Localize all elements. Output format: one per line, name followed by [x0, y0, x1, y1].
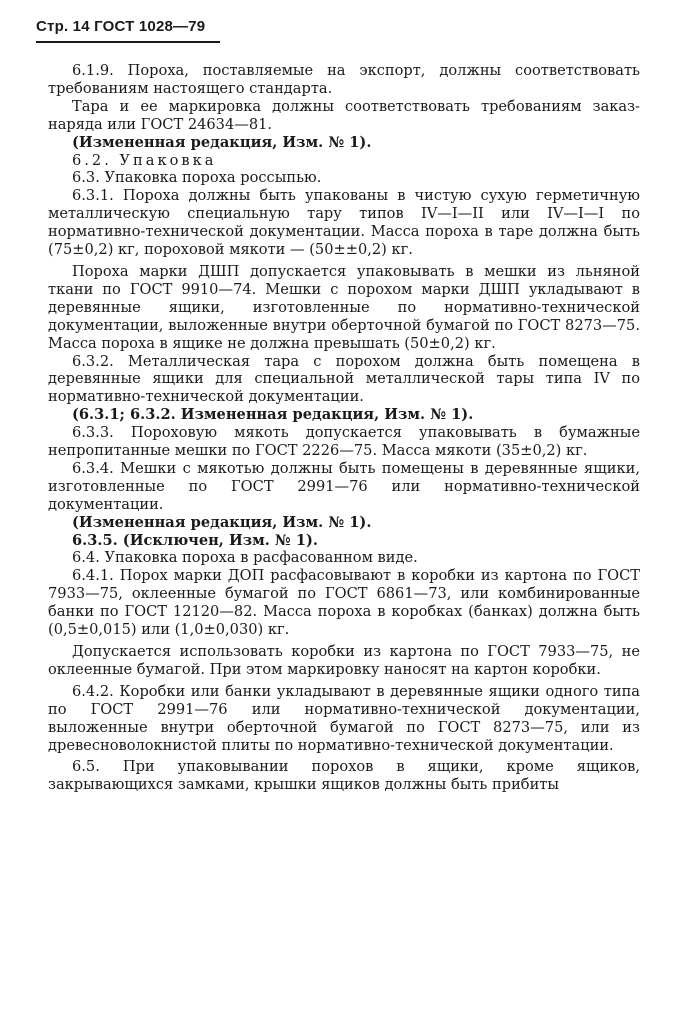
- paragraph-cardboard: Допускается использовать коробки из картона по ГОСТ 7933—75, не оклеенные бумагой. При этом маркировку наносят на картон коробки.: [48, 643, 640, 678]
- paragraph-6-4: 6.4. Упаковка пороха в расфасованном виде.: [72, 549, 418, 567]
- page-header: Стр. 14 ГОСТ 1028—79: [36, 18, 206, 35]
- paragraph-6-4-2: 6.4.2. Коробки или банки укладывают в деревянные ящики одного типа по ГОСТ 2991—76 или нормативно-технической документации, выложенные внутри оберточной бумагой по ГОСТ 8273—75, или из древесноволокнистой плиты по нормативно-технической документации.: [48, 682, 640, 754]
- paragraph-6-1-9: 6.1.9. Пороха, поставляемые на экспорт, должны соответствовать требованиям настоящего стандарта.: [48, 62, 640, 97]
- paragraph-packaging-marking: Тара и ее маркировка должны соответствовать требованиям заказ-наряда или ГОСТ 24634—81.: [48, 97, 640, 133]
- amendment-note: (Измененная редакция, Изм. № 1).: [72, 133, 372, 151]
- paragraph-dshp: Пороха марки ДШП допускается упаковывать в мешки из льняной ткани по ГОСТ 9910—74. Мешки с порохом марки ДШП укладывают в деревянные ящики, изготовленные по нормативно-технической документации, выложенные внутри оберточной бумагой по ГОСТ 8273—75. Масса пороха в ящике не должна превышать (50±0,2) кг.: [48, 262, 640, 352]
- section-heading-6-2: 6.2. Упаковка: [72, 151, 217, 169]
- paragraph-6-4-1: 6.4.1. Порох марки ДОП расфасовывают в коробки из картона по ГОСТ 7933—75, оклеенные бумагой по ГОСТ 6861—73, или комбинированные банки по ГОСТ 12120—82. Масса пороха в коробках (банках) должна быть (0,5±0,015) или (1,0±0,030) кг.: [48, 567, 640, 639]
- paragraph-6-3-1: 6.3.1. Пороха должны быть упакованы в чистую сухую герметичную металлическую специальную тару типов IV—I—II или IV—I—I по нормативно-технической документации. Масса пороха в таре должна быть (75±0,2) кг, пороховой мякоти — (50±±0,2) кг.: [48, 187, 640, 259]
- amendment-note: (6.3.1; 6.3.2. Измененная редакция, Изм. № 1).: [72, 406, 474, 424]
- paragraph-6-3-3: 6.3.3. Пороховую мякоть допускается упаковывать в бумажные непропитанные мешки по ГОСТ 2226—75. Масса мякоти (35±0,2) кг.: [48, 424, 640, 460]
- paragraph-6-3-2: 6.3.2. Металлическая тара с порохом должна быть помещена в деревянные ящики для специальной металлической тары типа IV по нормативно-технической документации.: [48, 352, 640, 406]
- header-rule: [36, 41, 220, 43]
- paragraph-6-3-5: 6.3.5. (Исключен, Изм. № 1).: [72, 531, 318, 549]
- paragraph-6-3-4: 6.3.4. Мешки с мякотью должны быть помещены в деревянные ящики, изготовленные по ГОСТ 2991—76 или нормативно-технической документации.: [48, 459, 640, 513]
- paragraph-6-5: 6.5. При упаковывании порохов в ящики, кроме ящиков, закрывающихся замками, крышки ящиков должны быть прибиты: [48, 758, 640, 794]
- document-body: [48, 62, 640, 794]
- paragraph-6-3: 6.3. Упаковка пороха россыпью.: [72, 169, 322, 187]
- amendment-note: (Измененная редакция, Изм. № 1).: [72, 513, 372, 531]
